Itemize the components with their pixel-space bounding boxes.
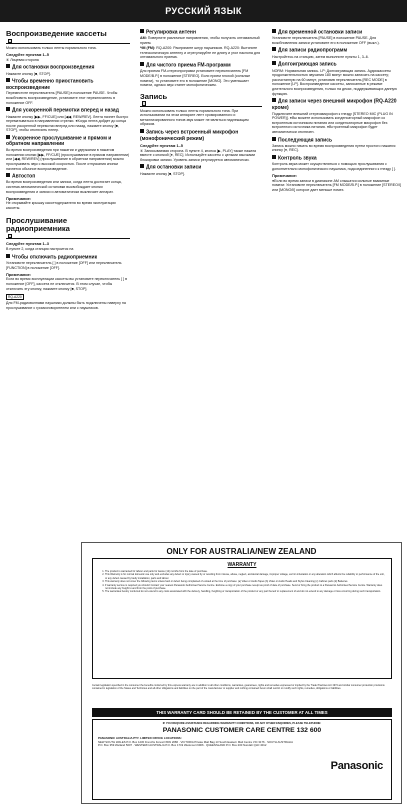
office-locations-list: NEW SOUTH WALES P.O. Box 1230 Frenchs Forest NSW 2086 · VICTORIA Private Mail Bag 13 South Eastern Mail Centre VIC 3176 · SOUTH AUSTRALIA P.O. Box 359 Welland 5007 · WESTERN AUSTRALIA P.O. Box 1719 Westcourt 6906 · QUEENSLAND P.O. Box 200 Nundah QLD 4012 — [98, 739, 293, 748]
rec-intro: Можно использовать только ленты нормального типа. При использовании на этом аппарате лент хромированного и металлизированного типов звук может не являться надлежащим образом. — [140, 108, 249, 127]
column-2 — [140, 27, 262, 177]
warranty-card-title: ONLY FOR AUSTRALIA/NEW ZEALAND — [166, 547, 317, 556]
mic-steps: Следуйте пунктам 1–5 — [140, 142, 183, 148]
note-text: Не открывайте крышку кассетодержателя во время эксплуатации кассеты. — [6, 201, 116, 211]
model-text: Для FM-радиоволнами наушники должны быть подключены наверху на прослушивание с громкоговорителем или с наушников. — [6, 300, 126, 310]
radio-steps: Следуйте пунктам 1–3 — [6, 241, 49, 247]
seq-heading: Последующая запись — [272, 137, 402, 144]
column-3 — [272, 27, 402, 193]
longrec-text: NORM: Нормальная запись. LP: Долгоиграющая запись. Аудиокассеты продолжительностью звучания 180 минут можно записать на кассету; рассчитанную на 60 минут, установив переключатель [REC MODE] в положение [LP]. Воспроизведение кассеты, записанные в режиме длительного воспроизведения, только на деках, поддерживающих данную функцию. — [272, 68, 397, 96]
warranty-heading: WARRANTY — [227, 562, 257, 568]
radio-title: Прослушивание радиоприемника — [6, 217, 130, 239]
warranty-item: 2. This Warranty is for normal domestic use only and excludes any defect or injury caused by or resulting from misuse, abuse, neglect, accidental damage, improper voltage, vermin infestation or any alteration which affects the reliability or performance of the unit, or any defect caused by faulty installation, parts and labour. — [105, 573, 386, 579]
note-heading: Примечание: — [6, 195, 32, 201]
seq-text: Запись можно начать во время воспроизведения путем простого нажатия кнопку [●, REC]. — [272, 143, 396, 153]
column-1 — [6, 27, 130, 311]
customer-care-box — [92, 719, 392, 800]
language-banner: РУССКИЙ ЯЗЫК — [0, 0, 407, 22]
office-locations-heading: PANASONIC AUSTRALIA PTY. LIMITED OFFICE LOCATIONS: — [98, 735, 182, 740]
am-line: AM: Поверните различные направления, чтобы получить оптимальный прием. — [140, 36, 260, 45]
fmmode-text: Для приема FM-стереопрограмм установите переключатель [FM MODE/B.P.] в положение [STEREO]. Если прием плохой (сильные помехи), то установите его в положение [MONO]. Это уменьшает помехи, однако звук станет монофоническим. — [140, 69, 251, 88]
radio-note-heading: Примечание: — [6, 271, 32, 277]
ff-heading: Для ускоренной перемотки вперед и назад — [6, 107, 130, 114]
playback-title: Воспроизведение кассеты — [6, 30, 130, 43]
consumer-rights-text: Certain legislation specified in the consumer the benefits conferred by this express warranty are in addition to all other conditions, warranties, guarantees, rights and remedies expressed or implied by the Trade Practices Act 1974 and similar consumer protection provisions contained in legislation of the States and Territories and all other obligations and liabilities on the part of the manufacturer or supplier and nothing contained herein shall restrict or modify such rights, remedies, obligations or liabilities. — [92, 684, 385, 691]
playback-step4: ④ Лицевая сторона — [6, 57, 39, 62]
recpause-heading: Для временной остановки записи — [272, 29, 402, 36]
warranty-card — [81, 542, 402, 804]
retain-card-banner: THIS WARRANTY CARD SHOULD BE RETAINED BY THE CUSTOMER AT ALL TIMES — [92, 708, 392, 717]
note-text: ●Если во время записи в диапазоне AM слышатся сильные взаимные помехи: Установите переключатель [FM MODE/B.P.] в положение [STEREO/I] или [MONO/II] которое дает меньше помех. — [272, 178, 401, 192]
recpause-text: Установите переключатель [PAUSE] в положение PAUSE. Для возобновления записи установите его в положение OFF (выкл.). — [272, 36, 380, 45]
mic-text: ④ Записываемая сторона. В пункте 4, кнопка [▶, PLAY] также нажата вместе с кнопкой [●, REC]. Используйте кассеты с целыми язычками блокировки записи. Уровень записи регулируется автоматически. — [140, 148, 257, 162]
extmic-heading: Для записи через внешний микрофон (RQ-A220 кроме) — [272, 98, 397, 111]
warranty-item: 1. The product is warranted for labour and parts for twelve (12) months from the date of purchase. — [105, 570, 386, 573]
fm-line: ЧМ (FM): RQ-A200: Распрямите шнур наушников. RQ-A220: Вытяните телескопическую антенну и отрегулируйте ее длину и угол наклона для оптимального приема. — [140, 46, 261, 60]
pause-heading: Чтобы временно приостановить воспроизведение — [6, 78, 94, 91]
warranty-item: 4. If warranty service is required you should: Contact your nearest Panasonic Authorised Service Centre. Endorse a copy of your purchase receipt as proof of date of purchase. Send or bring the product to a Panasonic Authorised Service Centre. Warranty does not include any freight to and from the point of purchase. — [105, 584, 386, 590]
autostop-text: Во время воспроизведения или записи, когда лента достигает конца, система автоматической остановки высвобождает кнопки воспроизведения и записи и автоматически выключает аппарат. — [6, 180, 122, 194]
model-tag: RQ-A220 — [8, 294, 22, 299]
recstop-heading: Для остановки записи — [140, 164, 262, 171]
mic-heading: Запись через встроенный микрофон (монофонический режим) — [140, 129, 239, 142]
ff-text: Нажмите кнопку [▶▶, FF/CUE] или [◀◀, REW/REV]. Лента начнет быстро перематываться в направлении стрелки. ●Когда лента дойдет до конца после ускоренной перемотки вперед или назад, нажмите кнопку [■, STOP], чтобы отключить плеер. — [6, 114, 129, 133]
pause-text: Переместите переключатель [PAUSE] в положение PAUSE. Чтобы возобновить воспроизведение, установите этот переключатель в положение OFF. — [6, 91, 118, 105]
warranty-box — [92, 558, 392, 679]
rec-title: Запись — [140, 93, 262, 106]
autostop-heading: Автостоп — [6, 173, 130, 180]
stop-heading: Для остановки воспроизведения — [6, 64, 130, 71]
recstop-text: Нажмите кнопку [■, STOP]. — [140, 171, 185, 176]
radiorec-heading: Для записи радиопрограмм — [272, 47, 402, 54]
section-radio — [6, 217, 130, 240]
mode-icon — [142, 101, 146, 105]
section-recording — [140, 93, 262, 107]
radio-intro: В пункте 2, когда станция настроится на — [6, 247, 74, 252]
warranty-list — [98, 570, 386, 594]
antenna-heading: Регулировка антенн — [140, 29, 262, 36]
tone-text: Контроль звука может осуществляться с помощью прослушивания с дополнительно монофонического наушника, подсоединенного к гнезду [ ]. — [272, 162, 396, 171]
radio-off-heading: Чтобы отключить радиоприемник — [6, 254, 130, 261]
radiorec-text: Настройтесь на станцию, затем выполните пункты 1, 3–6. — [272, 54, 369, 59]
customer-care-title: PANASONIC CUSTOMER CARE CENTRE 132 600 — [162, 726, 322, 734]
stop-text: Нажмите кнопку [■, STOP]. — [6, 71, 51, 76]
mode-icon — [8, 39, 12, 43]
cue-heading: Ускоренное прослушивание и прямом и обратном направлении — [6, 135, 112, 148]
warranty-item: 3. This warranty does not cover the following items unless fault or defect being complained of existed at the time of purchase: (a) Video or Audio Tapes (b) Video or Audio Heads and Stylus Cleaning (c) Cabinet parts (d) Batteries. — [105, 580, 386, 583]
section-playback — [6, 30, 130, 44]
warranty-item: 5. The warranties hereby conferred do not extend to any costs associated with the delivery, handling, freighting or transportation of the product or any part thereof or replacement of and do not extend to any damage or loss occurring during such transportation. — [105, 590, 386, 593]
customer-care-note: IF YOU REQUIRE ASSISTANCE REGARDING WARRANTY CONDITIONS, OR ANY OTHER ENQUIRIES, PLEASE TELEPHONE: — [162, 722, 322, 725]
cue-text: Во время воспроизведения при нажатии и удержании в нажатом положении кнопки [▶▶, FF/CUE] (прослушивание в прямом направлении) или [◀◀, REW/REV] (прослушивание в обратном направлении) можно прослушивать звук с высокой скоростью. После отпускания кнопки начнется обычное воспроизведение. — [6, 148, 130, 171]
fmmode-heading: Для чистого приема FM-программ — [140, 62, 262, 69]
longrec-heading: Долгоиграющая запись — [272, 61, 402, 68]
note-heading: Примечание: — [272, 172, 298, 178]
playback-steps: Следуйте пунктам 1–5 — [6, 51, 49, 57]
playback-intro: Можно использовать только ленты нормального типа. — [6, 45, 97, 50]
mode-icon — [8, 234, 12, 238]
tone-heading: Контроль звука — [272, 155, 402, 162]
panasonic-logo: Panasonic — [330, 759, 383, 772]
radio-off-text: Установите переключатель [ ] в положение [OFF] или переключатель [FUNCTION] в положение [OFF]. — [6, 260, 122, 270]
radio-note-text: Если во время эксплуатации кассеты вы установите переключатель [ ] в положение [OFF], кассета не отключится. В этом случае, чтобы отключить эту кнопку, нажмите кнопку [■, STOP]. — [6, 277, 127, 291]
extmic-text: Подключите внешний стереомикрофон к гнезду [STEREO MIC (PLUG IN POWER)]. ●Вы можете использовать конденсаторный микрофон со встроенным источником питания или конденсаторные микрофон без встроенного источника питания. ●Встроенный микрофон будет автоматически отключен. — [272, 111, 393, 134]
